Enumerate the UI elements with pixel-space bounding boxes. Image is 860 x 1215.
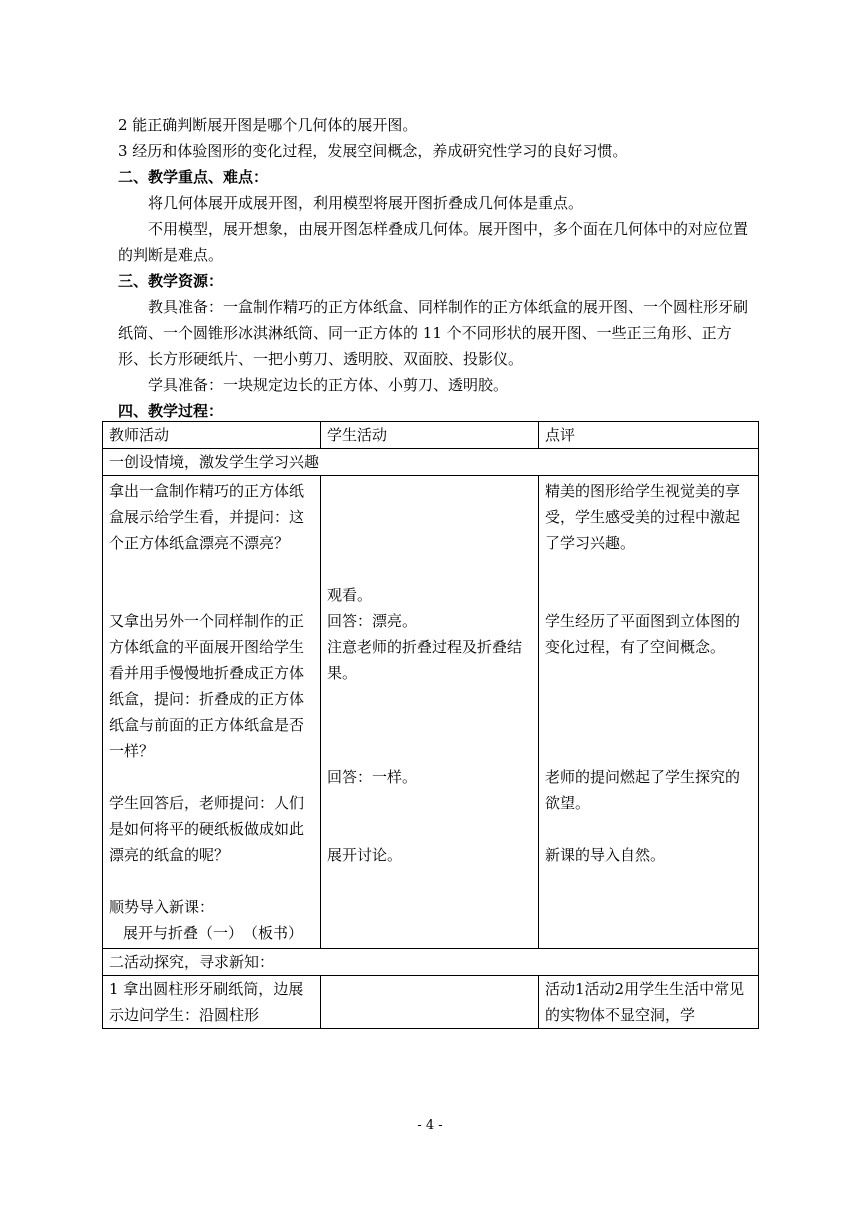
- teacher-activity-d: 顺势导入新课：: [109, 898, 215, 916]
- part2-teacher-cell: 1 拿出圆柱形牙刷纸筒，边展示边问学生：沿圆柱形: [103, 976, 321, 1029]
- teacher-activity-c: 学生回答后，老师提问：人们是如何将平的硬纸板做成如此漂亮的纸盒的呢？: [109, 794, 305, 864]
- student-activity-a: 观看。: [327, 586, 373, 604]
- goal-3-text: 3 经历和体验图形的变化过程，发展空间概念，养成研究性学习的良好习惯。: [118, 142, 628, 160]
- teaching-process-table: [102, 421, 759, 1029]
- student-activity-b: 回答：漂亮。: [327, 612, 418, 630]
- student-activity-e: 展开讨论。: [327, 846, 403, 864]
- teacher-activity-b: 又拿出另外一个同样制作的正方体纸盒的平面展开图给学生看并用手慢慢地折叠成正方体纸盒，提问：折叠成的正方体纸盒与前面的正方体纸盒是否一样？: [109, 612, 305, 760]
- part1-comment-cell: [539, 476, 759, 949]
- comment-b: 学生经历了平面图到立体图的变化过程，有了空间概念。: [545, 612, 741, 656]
- comment-a: 精美的图形给学生视觉美的享受，学生感受美的过程中激起了学习兴趣。: [545, 482, 741, 552]
- part2-content-row: [103, 976, 759, 1029]
- key-point-paragraph: 将几何体展开成展开图，利用模型将展开图折叠成几何体是重点。: [148, 194, 584, 212]
- part1-teacher-cell: [103, 476, 321, 949]
- section-heading-key-points: 二、教学重点、难点：: [118, 168, 269, 186]
- part1-student-cell: [321, 476, 539, 949]
- teacher-activity-a: 拿出一盒制作精巧的正方体纸盒展示给学生看，并提问：这个正方体纸盒漂亮不漂亮？: [109, 482, 305, 552]
- difficulty-paragraph: 不用模型，展开想象，由展开图怎样叠成几何体。展开图中，多个面在几何体中的对应位置的判断是难点。: [118, 220, 749, 264]
- header-student-activity: 学生活动: [321, 422, 539, 449]
- student-tools-paragraph: 学具准备：一块规定边长的正方体、小剪刀、透明胶。: [148, 376, 509, 394]
- student-activity-d: 回答：一样。: [327, 768, 418, 786]
- part2-title: 二活动探究，寻求新知：: [103, 949, 759, 976]
- header-comment: 点评: [539, 422, 759, 449]
- part2-comment-cell: 活动1活动2用学生生活中常见的实物体不显空洞，学: [539, 976, 759, 1029]
- section-heading-resources: 三、教学资源：: [118, 272, 224, 290]
- part1-title: 一创设情境，激发学生学习兴趣: [103, 449, 759, 476]
- student-activity-c: 注意老师的折叠过程及折叠结果。: [327, 638, 523, 682]
- comment-d: 新课的导入自然。: [545, 846, 666, 864]
- part1-content-row: [103, 476, 759, 949]
- goal-2-text: 2 能正确判断展开图是哪个几何体的展开图。: [118, 116, 418, 134]
- part1-title-row: [103, 449, 759, 476]
- comment-c: 老师的提问燃起了学生探究的欲望。: [545, 768, 741, 812]
- part2-title-row: [103, 949, 759, 976]
- part2-student-cell: [321, 976, 539, 1029]
- page-number: - 4 -: [417, 1118, 443, 1133]
- header-teacher-activity: 教师活动: [103, 422, 321, 449]
- section-heading-process: 四、教学过程：: [118, 402, 224, 420]
- table-header-row: [103, 422, 759, 449]
- teacher-activity-e: 展开与折叠（一） （板书）: [123, 924, 304, 942]
- teacher-tools-paragraph: 教具准备：一盒制作精巧的正方体纸盒、同样制作的正方体纸盒的展开图、一个圆柱形牙刷纸筒、一个圆锥形冰淇淋纸筒、同一正方体的 11 个不同形状的展开图、一些正三角形、正方形、长方形硬纸片、一把小剪刀、透明胶、双面胶、投影仪。: [118, 298, 749, 368]
